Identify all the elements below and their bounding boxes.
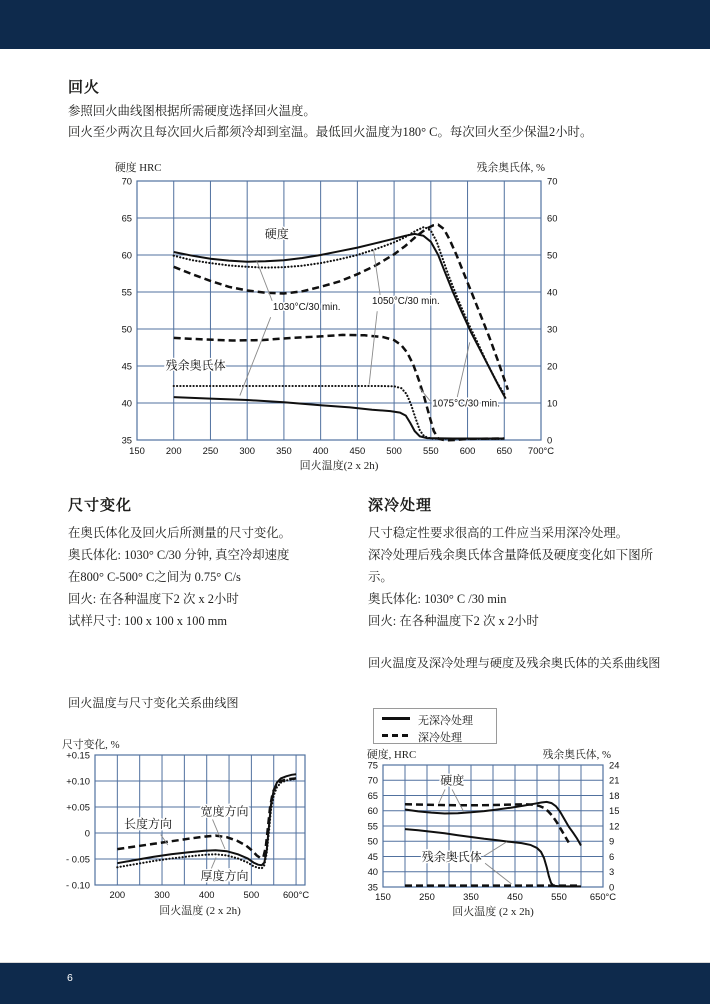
tempering-paragraph bbox=[68, 101, 668, 143]
svg-text:500: 500 bbox=[243, 889, 260, 900]
svg-text:55: 55 bbox=[121, 286, 132, 298]
svg-text:回火温度(2 x 2h): 回火温度(2 x 2h) bbox=[299, 460, 379, 472]
svg-text:450: 450 bbox=[507, 891, 523, 902]
legend-label: 深冷处理 bbox=[418, 732, 462, 744]
dimension-line: 在800° C-500° C之间为 0.75° C/s bbox=[68, 570, 241, 584]
svg-text:残余奥氏体, %: 残余奥氏体, % bbox=[476, 162, 545, 174]
svg-text:20: 20 bbox=[547, 360, 558, 372]
svg-text:550: 550 bbox=[551, 891, 567, 902]
svg-text:硬度, HRC: 硬度, HRC bbox=[367, 749, 417, 761]
svg-text:21: 21 bbox=[609, 774, 620, 786]
svg-text:35: 35 bbox=[121, 434, 132, 446]
dimension-line: 试样尺寸: 100 x 100 x 100 mm bbox=[68, 614, 228, 628]
svg-text:0: 0 bbox=[609, 881, 615, 893]
svg-text:250: 250 bbox=[419, 891, 435, 902]
svg-text:30: 30 bbox=[547, 323, 558, 335]
svg-text:150: 150 bbox=[129, 445, 145, 456]
svg-text:24: 24 bbox=[609, 759, 620, 771]
svg-text:40: 40 bbox=[547, 286, 558, 298]
tempering-line-1: 参照回火曲线图根据所需硬度选择回火温度。 bbox=[68, 104, 316, 118]
legend-item-cryo bbox=[374, 728, 496, 743]
footer-bar bbox=[0, 962, 710, 1004]
legend-label: 无深冷处理 bbox=[418, 715, 473, 727]
svg-text:6: 6 bbox=[609, 850, 615, 862]
svg-text:65: 65 bbox=[367, 789, 378, 801]
svg-text:300: 300 bbox=[154, 889, 170, 900]
svg-text:硬度: 硬度 bbox=[264, 226, 289, 241]
svg-text:70: 70 bbox=[367, 774, 378, 786]
svg-text:9: 9 bbox=[609, 835, 615, 847]
section-title-tempering: 回火 bbox=[68, 80, 101, 96]
svg-text:厚度方向: 厚度方向 bbox=[200, 868, 249, 883]
page-number: 6 bbox=[67, 972, 73, 984]
svg-text:硬度: 硬度 bbox=[440, 773, 465, 788]
svg-text:70: 70 bbox=[121, 175, 132, 187]
dimension-chart bbox=[60, 738, 320, 920]
svg-text:600: 600 bbox=[459, 445, 476, 456]
svg-text:45: 45 bbox=[121, 360, 132, 372]
svg-text:350: 350 bbox=[276, 445, 292, 456]
svg-text:10: 10 bbox=[547, 397, 558, 409]
header-bar bbox=[0, 0, 710, 49]
svg-text:0: 0 bbox=[547, 434, 553, 446]
svg-text:- 0.05: - 0.05 bbox=[66, 853, 90, 865]
svg-text:200: 200 bbox=[109, 889, 126, 900]
svg-text:400: 400 bbox=[198, 889, 215, 900]
section-title-cryo: 深冷处理 bbox=[368, 498, 433, 514]
svg-text:残余奥氏体: 残余奥氏体 bbox=[421, 850, 482, 865]
cryo-line: 奥氏体化: 1030° C /30 min bbox=[368, 592, 507, 606]
svg-text:1030°C/30 min.: 1030°C/30 min. bbox=[272, 301, 341, 313]
cryo-legend bbox=[373, 708, 497, 744]
cryo-line: 深冷处理后残余奥氏体含量降低及硬度变化如下图所示。 bbox=[368, 548, 653, 584]
svg-text:500: 500 bbox=[386, 445, 402, 456]
svg-text:18: 18 bbox=[609, 789, 620, 801]
svg-text:250: 250 bbox=[202, 445, 219, 456]
svg-text:60: 60 bbox=[547, 212, 558, 224]
svg-text:0: 0 bbox=[84, 827, 90, 839]
svg-text:400: 400 bbox=[312, 445, 329, 456]
svg-text:残余奥氏体: 残余奥氏体 bbox=[165, 358, 226, 373]
svg-text:宽度方向: 宽度方向 bbox=[200, 804, 249, 819]
svg-text:75: 75 bbox=[367, 759, 378, 771]
dimension-line: 奥氏体化: 1030° C/30 分钟, 真空冷却速度 bbox=[68, 548, 290, 562]
svg-text:硬度 HRC: 硬度 HRC bbox=[115, 162, 162, 174]
svg-text:15: 15 bbox=[609, 805, 620, 817]
tempering-line-2: 回火至少两次且每次回火后都须冷却到室温。最低回火温度为180° C。每次回火至少保温2小时。 bbox=[68, 125, 593, 139]
svg-text:残余奥氏体, %: 残余奥氏体, % bbox=[542, 749, 611, 761]
svg-text:长度方向: 长度方向 bbox=[124, 816, 173, 831]
svg-text:尺寸变化, %: 尺寸变化, % bbox=[62, 739, 120, 751]
svg-text:150: 150 bbox=[375, 891, 391, 902]
svg-text:35: 35 bbox=[367, 881, 378, 893]
svg-text:50: 50 bbox=[367, 835, 378, 847]
svg-text:50: 50 bbox=[547, 249, 558, 261]
svg-text:- 0.10: - 0.10 bbox=[66, 879, 90, 891]
svg-text:40: 40 bbox=[367, 866, 378, 878]
legend-item-no-cryo bbox=[374, 711, 496, 726]
svg-text:45: 45 bbox=[367, 850, 378, 862]
dimension-line: 回火: 在各种温度下2 次 x 2小时 bbox=[68, 592, 239, 606]
svg-text:+0.05: +0.05 bbox=[66, 801, 90, 813]
dimension-paragraph bbox=[68, 522, 368, 632]
svg-text:40: 40 bbox=[121, 397, 132, 409]
cryo-chart bbox=[365, 748, 645, 926]
dimension-chart-caption: 回火温度与尺寸变化关系曲线图 bbox=[68, 696, 239, 710]
svg-text:300: 300 bbox=[239, 445, 256, 456]
svg-text:650°C: 650°C bbox=[589, 891, 617, 902]
svg-text:55: 55 bbox=[367, 820, 378, 832]
section-title-dimension: 尺寸变化 bbox=[68, 498, 133, 514]
cryo-chart-caption: 回火温度及深冷处理与硬度及残余奥氏体的关系曲线图 bbox=[368, 656, 661, 670]
svg-text:200: 200 bbox=[165, 445, 182, 456]
svg-text:回火温度 (2 x 2h): 回火温度 (2 x 2h) bbox=[159, 905, 241, 917]
svg-text:回火温度 (2 x 2h): 回火温度 (2 x 2h) bbox=[452, 906, 534, 918]
svg-text:65: 65 bbox=[121, 212, 132, 224]
cryo-line: 尺寸稳定性要求很高的工件应当采用深冷处理。 bbox=[368, 526, 629, 540]
svg-text:550: 550 bbox=[422, 445, 439, 456]
dimension-line: 在奥氏体化及回火后所测量的尺寸变化。 bbox=[68, 526, 292, 540]
svg-text:60: 60 bbox=[121, 249, 132, 261]
svg-text:450: 450 bbox=[349, 445, 366, 456]
dashed-line-swatch bbox=[382, 734, 410, 737]
svg-text:50: 50 bbox=[121, 323, 132, 335]
cryo-line: 回火: 在各种温度下2 次 x 2小时 bbox=[368, 614, 539, 628]
svg-text:1050°C/30 min.: 1050°C/30 min. bbox=[372, 295, 440, 307]
svg-text:3: 3 bbox=[609, 866, 615, 878]
solid-line-swatch bbox=[382, 717, 410, 720]
svg-text:650: 650 bbox=[496, 445, 513, 456]
svg-text:350: 350 bbox=[463, 891, 479, 902]
svg-text:70: 70 bbox=[547, 175, 558, 187]
svg-text:600°C: 600°C bbox=[282, 889, 310, 900]
svg-text:+0.15: +0.15 bbox=[66, 749, 90, 761]
svg-text:1075°C/30 min.: 1075°C/30 min. bbox=[432, 398, 500, 410]
svg-text:+0.10: +0.10 bbox=[66, 775, 90, 787]
cryo-paragraph bbox=[368, 522, 674, 632]
svg-text:700°C: 700°C bbox=[527, 445, 555, 456]
svg-text:12: 12 bbox=[609, 820, 620, 832]
svg-text:60: 60 bbox=[367, 805, 378, 817]
tempering-chart bbox=[95, 160, 570, 475]
